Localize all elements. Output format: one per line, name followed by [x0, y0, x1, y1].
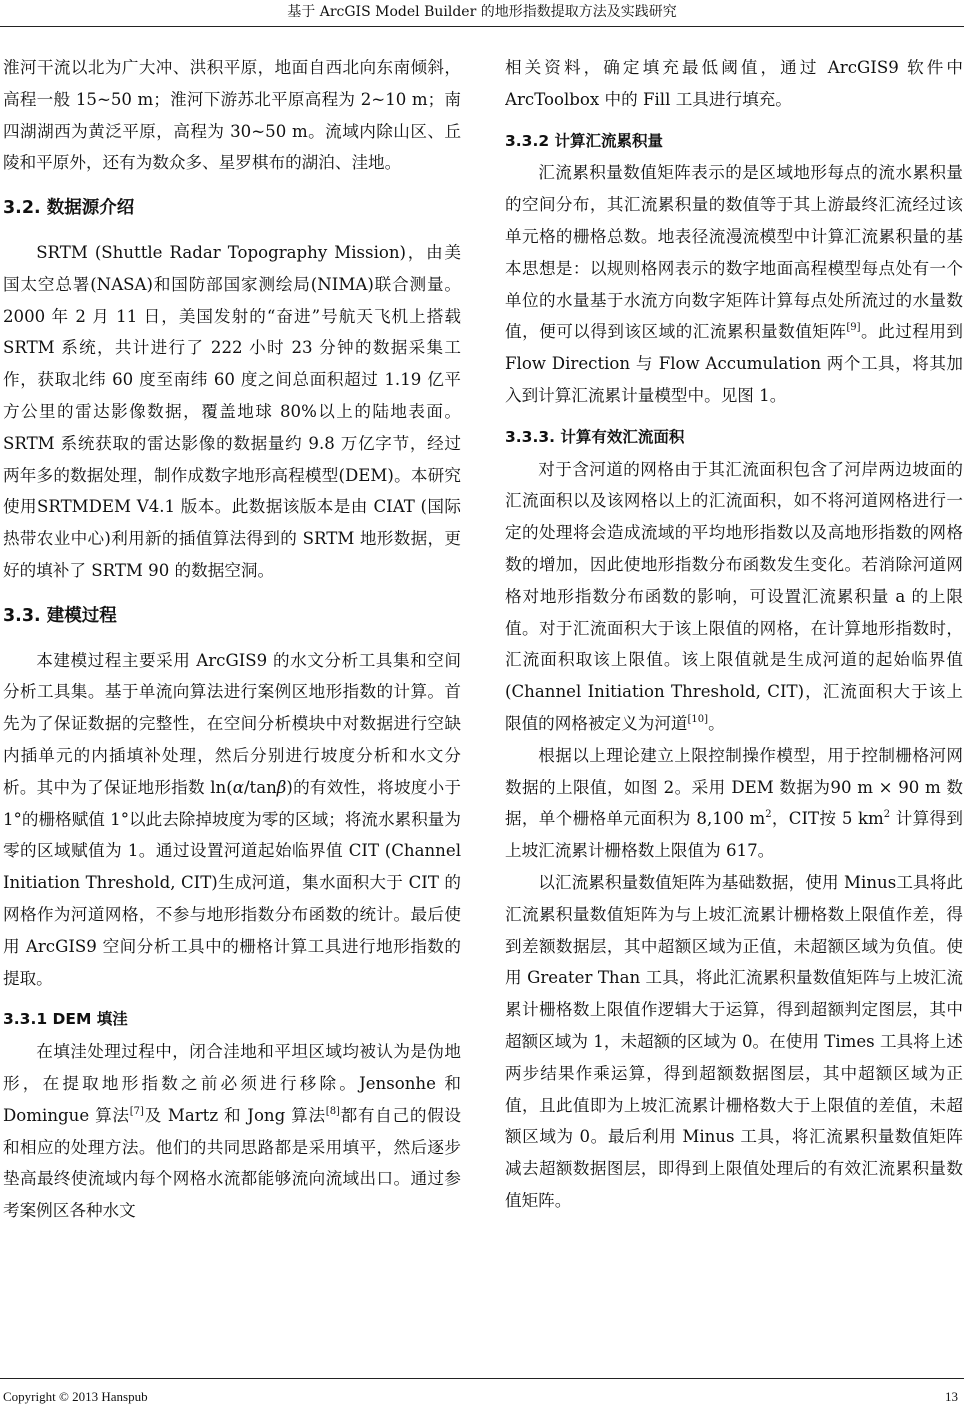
citation-9: [9] — [846, 322, 861, 334]
citation-7: [7] — [129, 1105, 144, 1117]
paragraph-fill-continued: 相关资料，确定填充最低阈值，通过 ArcGIS9 软件中ArcToolbox 中的 Fill 工具进行填充。 — [505, 58, 963, 109]
paragraph-effective-area-1-part1: 对于含河道的网格由于其汇流面积包含了河岸两边坡面的汇流面积以及该网格以上的汇流面积，如不将河道网格进行一定的处理将会造成流域的平均地形指数以及高地形指数的网格数的增加，因此使地形指数分布函数发生变化。若消除河道网格对地形指数分布函数的影响，可设置汇流累积量 a 的上限值。对于汇流面积大于该上限值的网格，在计算地形指数时，汇流面积取该上限值。该上限值就是生成河道的起始临界值(Channel Initiation Threshold, CIT)，汇流面积大于该上限值的网格被定义为河道 — [505, 459, 963, 733]
beta-symbol: β — [276, 777, 287, 797]
paragraph-effective-area-3: 以汇流累积量数值矩阵为基础数据，使用 Minus工具将此汇流累积量数值矩阵为与上坡汇流累计栅格数上限值作差，得到差额数据层，其中超额区域为正值，未超额区域为负值。使用 Greater Than 工具，将此汇流累积量数值矩阵与上坡汇流累计栅格数上限值作逻辑大于运算，得到超额判定图层，其中超额区域为 1，未超额的区域为 0。在使用 Times 工具将上述两步结果作乘运算，得到超额数据图层，其中超额区域为正值，且此值即为上坡汇流累计栅格数大于上限值的差值，未超额区域为 0。最后利用 Minus 工具，将汇流累积量数值矩阵减去超额数据图层，即得到上限值处理后的有效汇流累积量数值矩阵。 — [505, 872, 963, 1210]
paragraph-effective-area-2-part2: ，CIT按 5 km — [771, 809, 884, 829]
paragraph-dem-fill-part2: 及 Martz 和 Jong 算法 — [143, 1105, 326, 1125]
running-header: 基于 ArcGIS Model Builder 的地形指数提取方法及实践研究 — [287, 4, 677, 20]
section-heading-3-3-3: 3.3.3. 计算有效汇流面积 — [505, 427, 685, 446]
paragraph-accumulation — [505, 157, 963, 411]
footer-rule — [0, 1378, 964, 1379]
paragraph-effective-area-2 — [505, 740, 963, 867]
paragraph-intro: 淮河干流以北为广大冲、洪积平原，地面自西北向东南倾斜，高程一般 15~50 m；淮河下游苏北平原高程为 2~10 m；南四湖湖西为黄泛平原，高程为 30~50 m。流域内除山区、丘陵和平原外，还有为数众多、星罗棋布的湖泊、洼地。 — [3, 58, 461, 173]
paragraph-accumulation-part2: 。此过程用到 Flow Direction 与 Flow Accumulation 两个工具，将其加入到计算汇流累计量模型中。见图 1。 — [505, 322, 963, 405]
paragraph-dem-fill — [3, 1036, 461, 1227]
left-column — [3, 52, 461, 1378]
paragraph-dem-fill-part1: 在填洼处理过程中，闭合洼地和平坦区域均被认为是伪地形，在提取地形指数之前必须进行移除。Jensonhe 和 Domingue 算法 — [3, 1042, 461, 1125]
paragraph-modeling-part2: /tan — [243, 777, 277, 797]
section-heading-3-3-1: 3.3.1 DEM 填洼 — [3, 1010, 128, 1029]
paragraph-modeling-part1: 本建模过程主要采用 ArcGIS9 的水文分析工具集和空间分析工具集。基于单流向算法进行案例区地形指数的计算。首先为了保证数据的完整性，在空间分析模块中对数据进行空缺内插单元的内插填补处理，然后分别进行坡度分析和水文分析。其中为了保证地形指数 ln( — [3, 650, 461, 797]
header-rule — [0, 26, 964, 27]
paragraph-modeling-part3: )的有效性，将坡度小于 1°的栅格赋值 1°以此去除掉坡度为零的区域；将流水累积量为零的区域赋值为 1。通过设置河道起始临界值 CIT (Channel Initiation Threshold, CIT)生成河道，集水面积大于 CIT 的网格作为河道网格，不参与地形指数分布函数的统计。最后使用 ArcGIS9 空间分析工具中的栅格计算工具进行地形指数的提取。 — [3, 777, 461, 988]
citation-8: [8] — [325, 1105, 340, 1117]
paragraph-modeling — [3, 645, 461, 995]
paragraph-effective-area-1 — [505, 454, 963, 740]
paragraph-effective-area-1-part2: 。 — [708, 713, 725, 733]
alpha-symbol: α — [232, 777, 244, 797]
citation-10: [10] — [687, 713, 709, 725]
page-number: 13 — [945, 1389, 958, 1404]
paragraph-dem-fill-part3: 都有自己的假设和相应的处理方法。他们的共同思路都是采用填平，然后逐步垫高最终使流域内每个网格水流都能够流向流域出口。通过参考案例区各种水文 — [3, 1105, 461, 1221]
superscript-squared: 2 — [883, 809, 891, 821]
copyright-notice: Copyright © 2013 Hanspub — [3, 1389, 148, 1404]
paragraph-effective-area-2-part3: 计算得到上坡汇流累计栅格数上限值为 617。 — [505, 809, 963, 861]
section-heading-3-3-2: 3.3.2 计算汇流累积量 — [505, 131, 664, 150]
paragraph-effective-area-2-part1: 根据以上理论建立上限控制操作模型，用于控制栅格河网数据的上限值，如图 2。采用 DEM 数据为90 m × 90 m 数据，单个栅格单元面积为 8,100 m — [505, 745, 963, 829]
right-column — [505, 52, 963, 1378]
section-heading-3-3: 3.3. 建模过程 — [3, 605, 117, 626]
paragraph-srtm: SRTM (Shuttle Radar Topography Mission)，由美国太空总署(NASA)和国防部国家测绘局(NIMA)联合测量。2000 年 2 月 11 日，美国发射的“奋进”号航天飞机上搭载 SRTM 系统，共计进行了 222 小时 23 分钟的数据采集工作，获取北纬 60 度至南纬 60 度之间总面积超过 1.19 亿平方公里的雷达影像数据，覆盖地球 80%以上的陆地表面。SRTM 系统获取的雷达影像的数据量约 9.8 万亿字节，经过两年多的数据处理，制作成数字地形高程模型(DEM)。本研究使用SRTMDEM V4.1 版本。此数据该版本是由 CIAT (国际热带农业中心)利用新的插值算法得到的 SRTM 地形数据，更好的填补了 SRTM 90 的数据空洞。 — [3, 242, 461, 580]
section-heading-3-2: 3.2. 数据源介绍 — [3, 198, 135, 219]
paragraph-accumulation-part1: 汇流累积量数值矩阵表示的是区域地形每点的流水累积量的空间分布，其汇流累积量的数值等于其上游最终汇流经过该单元格的栅格总数。地表径流漫流模型中计算汇流累积量的基本思想是：以规则格网表示的数字地面高程模型每点处有一个单位的水量基于水流方向数字矩阵计算每点处所流过的水量数值，便可以得到该区域的汇流累积量数值矩阵 — [505, 163, 963, 342]
superscript-squared: 2 — [765, 809, 772, 821]
